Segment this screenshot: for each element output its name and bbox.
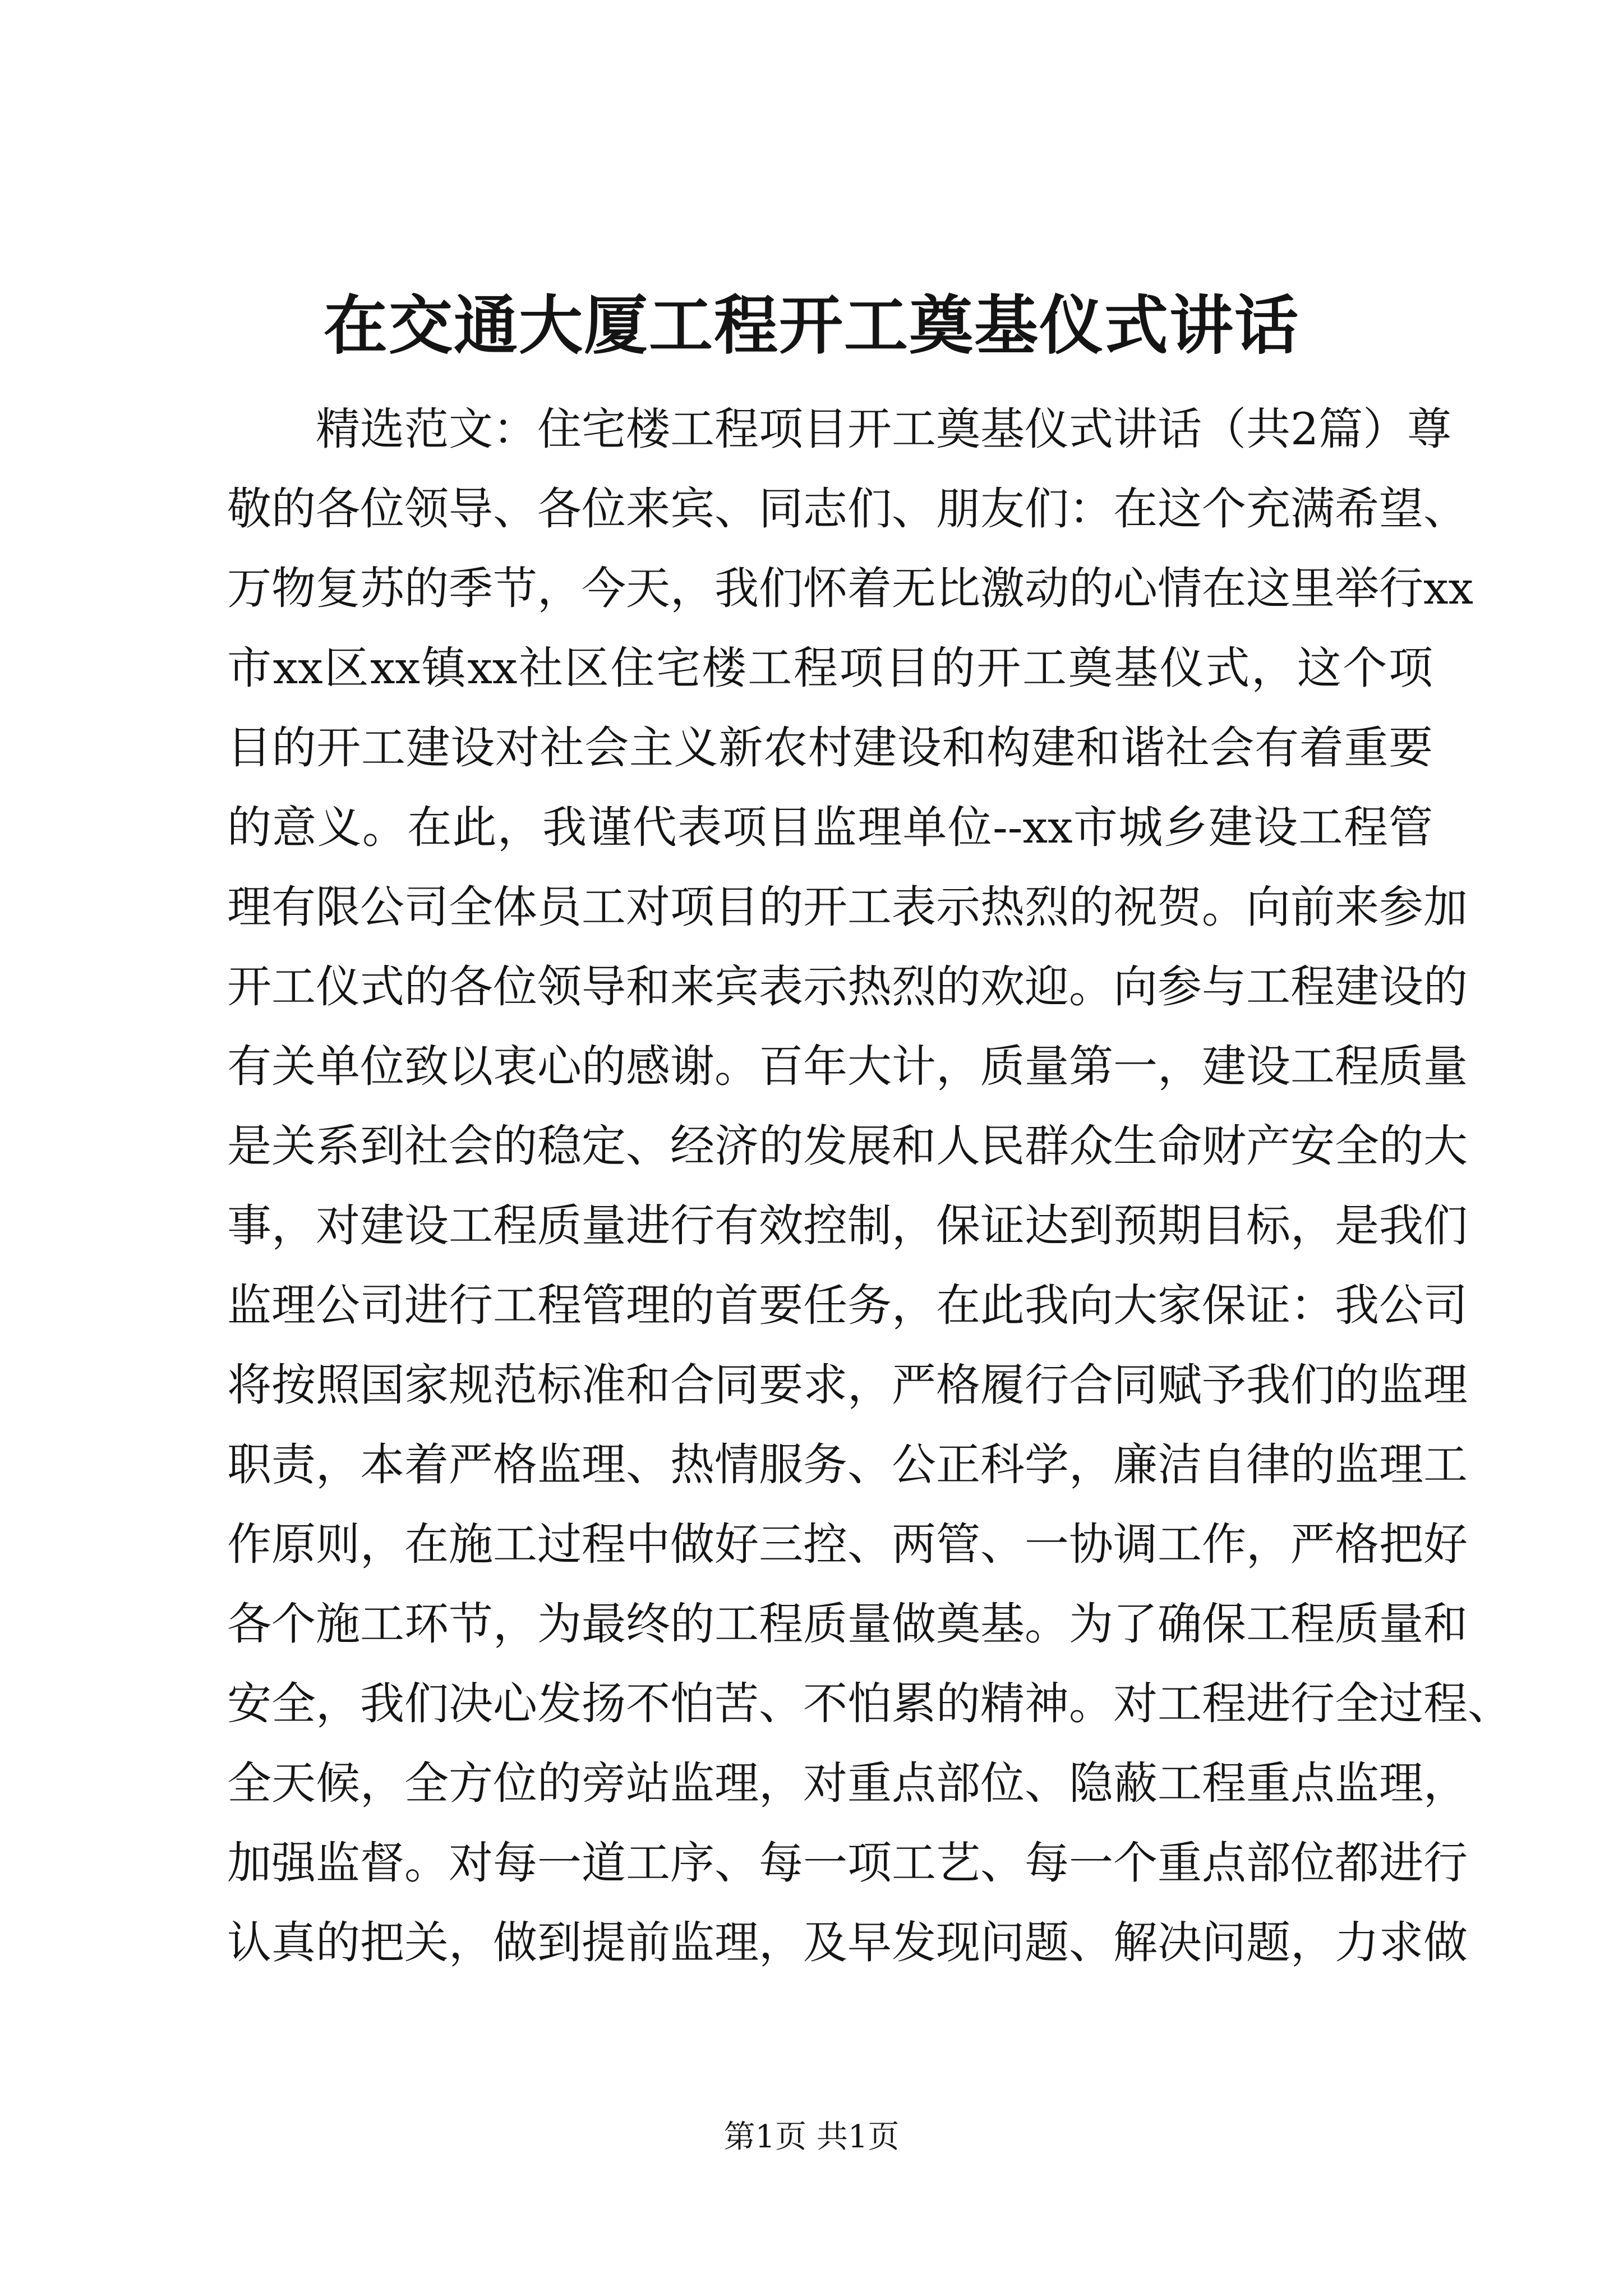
body-line: 敬的各位领导、各位来宾、同志们、朋友们：在这个充满希望、	[227, 483, 1468, 535]
document-body	[227, 389, 1512, 1982]
body-line: 将按照国家规范标准和合同要求，严格履行合同赋予我们的监理	[227, 1359, 1468, 1411]
body-line: 认真的把关，做到提前监理，及早发现问题、解决问题，力求做	[227, 1917, 1468, 1968]
page-number-footer: 第1页 共1页	[723, 2119, 900, 2155]
body-line: 是关系到社会的稳定、经济的发展和人民群众生命财产安全的大	[227, 1120, 1468, 1172]
body-line: 万物复苏的季节，今天，我们怀着无比激动的心情在这里举行xx	[227, 563, 1474, 614]
body-line: 市xx区xx镇xx社区住宅楼工程项目的开工奠基仪式，这个项	[227, 642, 1433, 694]
body-line: 各个施工环节，为最终的工程质量做奠基。为了确保工程质量和	[227, 1598, 1468, 1650]
body-line: 职责，本着严格监理、热情服务、公正科学，廉洁自律的监理工	[227, 1439, 1468, 1490]
body-line: 安全，我们决心发扬不怕苦、不怕累的精神。对工程进行全过程、	[227, 1678, 1512, 1729]
body-line: 的意义。在此，我谨代表项目监理单位--xx市城乡建设工程管	[227, 802, 1433, 853]
body-line: 有关单位致以衷心的感谢。百年大计，质量第一，建设工程质量	[227, 1041, 1468, 1092]
body-line: 目的开工建设对社会主义新农村建设和构建和谐社会有着重要	[227, 722, 1433, 774]
body-line: 加强监督。对每一道工序、每一项工艺、每一个重点部位都进行	[227, 1837, 1468, 1889]
body-line: 事，对建设工程质量进行有效控制，保证达到预期目标，是我们	[227, 1200, 1468, 1251]
body-line: 作原则，在施工过程中做好三控、两管、一协调工作，严格把好	[227, 1519, 1468, 1570]
body-line: 开工仪式的各位领导和来宾表示热烈的欢迎。向参与工程建设的	[227, 961, 1468, 1013]
body-line: 理有限公司全体员工对项目的开工表示热烈的祝贺。向前来参加	[227, 881, 1468, 933]
body-line: 全天候，全方位的旁站监理，对重点部位、隐蔽工程重点监理，	[227, 1757, 1468, 1809]
body-line: 监理公司进行工程管理的首要任务，在此我向大家保证：我公司	[227, 1280, 1468, 1331]
body-line: 精选范文：住宅楼工程项目开工奠基仪式讲话（共2篇）尊	[316, 403, 1452, 455]
document-title: 在交通大厦工程开工奠基仪式讲话	[323, 288, 1299, 363]
